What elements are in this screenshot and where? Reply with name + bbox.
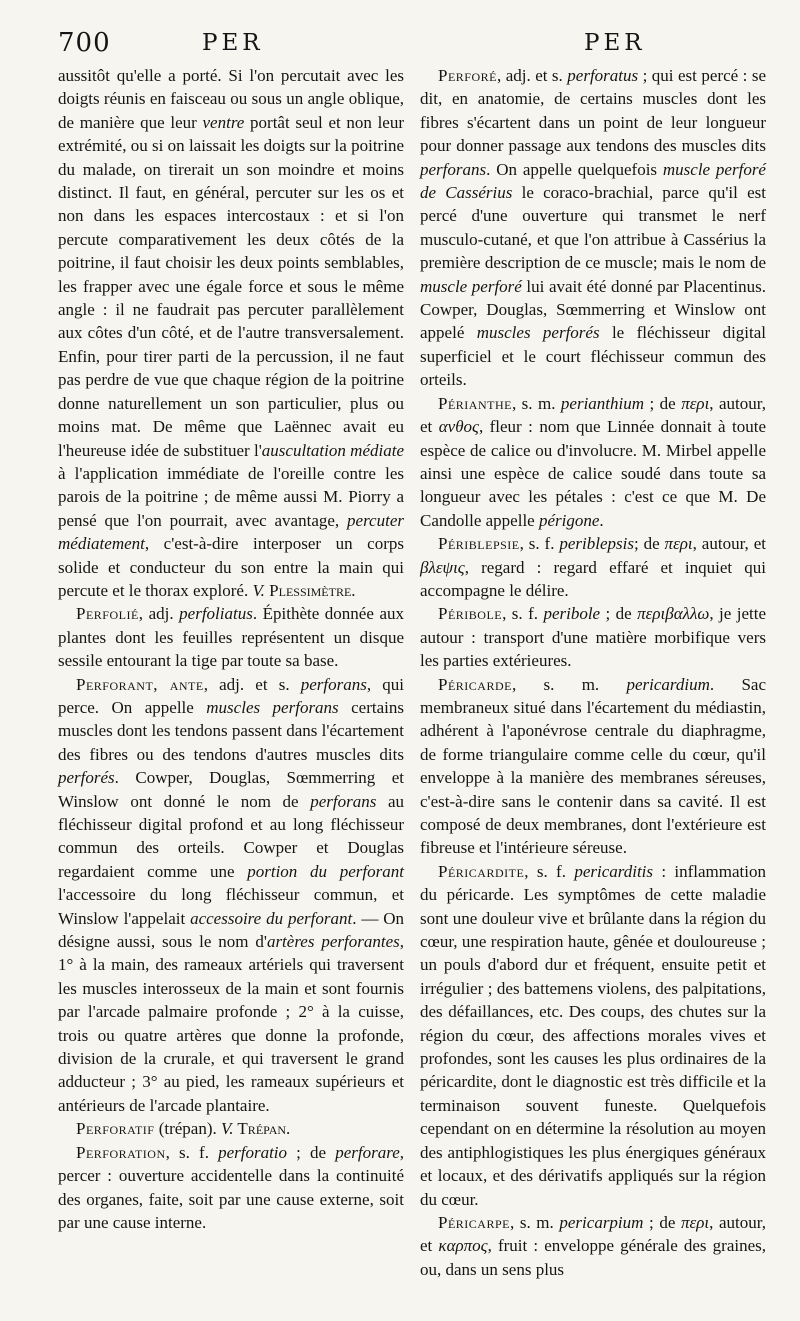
entry-pericarde: Péricarde, s. m. pericardium. Sac membraneux situé dans l'écartement du médiastin, adhérent à l'aponévrose centrale du diaphragme, de forme triangulaire comme celle du cœur, qu'il enveloppe à la manière des membranes séreuses, c'est-à-dire sans le contenir dans sa cavité. Il est composé de deux membranes, dont l'extérieure est fibreuse et l'intérieure séreuse. <box>420 674 767 858</box>
entry-perforatif: Perforatif (trépan). V. Trépan. <box>76 1119 291 1139</box>
headword: Péribole <box>438 604 503 624</box>
left-column <box>58 64 404 1234</box>
entry-perforation: Perforation, s. f. perforatio ; de perforare, percer : ouverture accidentelle dans la continuité des organes, faite, soit par une cause externe, soit par une cause interne. <box>58 1142 404 1232</box>
entry-percussion-continued: aussitôt qu'elle a porté. Si l'on percutait avec les doigts réunis en faisceau ou sous un angle oblique, de manière que leur ventre portât seul et non leur extrémité, ou si on laissait les doigts sur la poitrine du malade, on tirerait un son moindre et moins distinct. Il faut, en général, percuter sur les os et non dans les espaces intercostaux : et si l'on percute comparativement les deux côtés de la poitrine, il faut choisir les deux points semblables, les frapper avec une égale force et sous le même angle : il ne faudrait pas percuter parallèlement aux côtes d'un côté, et de l'autre transversalement. Enfin, pour tirer parti de la percussion, il ne faut pas perdre de vue que chaque région de la poitrine donne naturellement un son particulier, plus ou moins mat. De même que Laënnec avait eu l'heureuse idée de substituer l'auscultation médiate à l'application immédiate de l'oreille contre les parois de la poitrine ; de même aussi M. Piorry a pensé que l'on pourrait, avec avantage, percuter médiatement, c'est-à-dire interposer un corps solide et conducteur du son entre la main qui percute et le thorax exploré. V. Plessimètre. <box>58 66 404 600</box>
headword: Péricarpe <box>438 1212 510 1232</box>
page-header <box>58 28 764 62</box>
headword: Périanthe <box>438 393 512 413</box>
entry-perfolie: Perfolié, adj. perfoliatus. Épithète donnée aux plantes dont les feuilles représentent un disque sessile entourant la tige par toute sa base. <box>58 604 404 671</box>
entry-peribole: Péribole, s. f. peribole ; de περιβαλλω, je jette autour : transport d'une matière morbifique vers les parties extérieures. <box>420 604 766 671</box>
right-column <box>420 64 766 1281</box>
cross-reference: Trépan. <box>233 1119 291 1139</box>
running-head-right: PER <box>584 30 646 56</box>
entry-pericarpe: Péricarpe, s. m. pericarpium ; de περι, autour, et καρπος, fruit : enveloppe générale des graines, ou, dans un sens plus <box>420 1212 766 1279</box>
entry-perianthe: Périanthe, s. m. perianthium ; de περι, autour, et ανθος, fleur : nom que Linnée donnait à toute espèce de calice ou d'involucre. M. Mirbel appelle ainsi une espèce de calice soudé dans toute sa longueur avec les pétales : c'est ce que M. De Candolle appelle périgone. <box>420 393 767 530</box>
headword: Perforatif <box>76 1119 155 1139</box>
page-number: 700 <box>58 28 111 58</box>
headword: Perforé <box>438 66 497 85</box>
entry-perfore: Perforé, adj. et s. perforatus ; qui est percé : se dit, en anatomie, de certains muscles dont les fibres s'écartent dans un point de leur longueur pour donner passage aux tendons des muscles dits perforans. On appelle quelquefois muscle perforé de Cassérius le coraco-brachial, parce qu'il est percé d'une ouverture qui transmet le nerf musculo-cutané, et que l'on attribue à Cassérius la première description de ce muscle; mais le nom de muscle perforé lui avait été donné par Placentinus. Cowper, Douglas, Sœmmerring et Winslow ont appelé muscles perforés le fléchisseur digital superficiel et le court fléchisseur commun des orteils. <box>420 66 767 390</box>
entry-periblepsie: Périblepsie, s. f. periblepsis; de περι, autour, et βλεψις, regard : regard effaré et inquiet qui accompagne le délire. <box>420 534 766 600</box>
headword: Perforation <box>76 1142 166 1162</box>
cross-reference: Plessimètre. <box>264 580 356 600</box>
headword: Péricardite <box>438 861 525 881</box>
running-head-left: PER <box>202 30 264 56</box>
headword: Perfolié <box>76 604 139 624</box>
headword: Péricarde <box>438 674 512 694</box>
entry-pericardite: Péricardite, s. f. pericarditis : inflammation du péricarde. Les symptômes de cette maladie sont une douleur vive et brûlante dans la région du cœur, une respiration haute, gênée et douloureuse ; un pouls d'abord dur et fréquent, ensuite petit et irrégulier ; des battemens violens, des palpitations, des défaillances, etc. Des coups, des chutes sur la région du cœur, des affections morales vives et profondes, sont les causes les plus ordinaires de la péricardite, dont le diagnostic est très difficile et la terminaison souvent funeste. Quelquefois cependant on en détermine la résolution au moyen des antiphlogistiques les plus énergiques généraux et locaux, et des dérivatifs appliqués sur la région du cœur. <box>420 861 766 1209</box>
entry-perforant: Perforant, ante, adj. et s. perforans, qui perce. On appelle muscles perforans certains muscles dont les tendons passent dans l'écartement des fibres ou des tendons d'autres muscles dits perforés. Cowper, Douglas, Sœmmerring et Winslow ont donné le nom de perforans au fléchisseur digital profond et au long fléchisseur commun des orteils. Cowper et Douglas regardaient comme une portion du perforant l'accessoire du long fléchisseur commun, et Winslow l'appelait accessoire du perforant. — On désigne aussi, sous le nom d'artères perforantes, 1° à la main, des rameaux artériels qui traversent les muscles interosseux de la main et sont fournis par l'arcade palmaire profonde ; 2° à la cuisse, trois ou quatre artères que donne la profonde, division de la crurale, et qui traversent le grand adducteur ; 3° au pied, les rameaux supérieurs et antérieurs de l'arcade plantaire. <box>58 674 405 1115</box>
headword: Périblepsie <box>438 534 520 554</box>
headword: Perforant, ante <box>76 674 204 694</box>
